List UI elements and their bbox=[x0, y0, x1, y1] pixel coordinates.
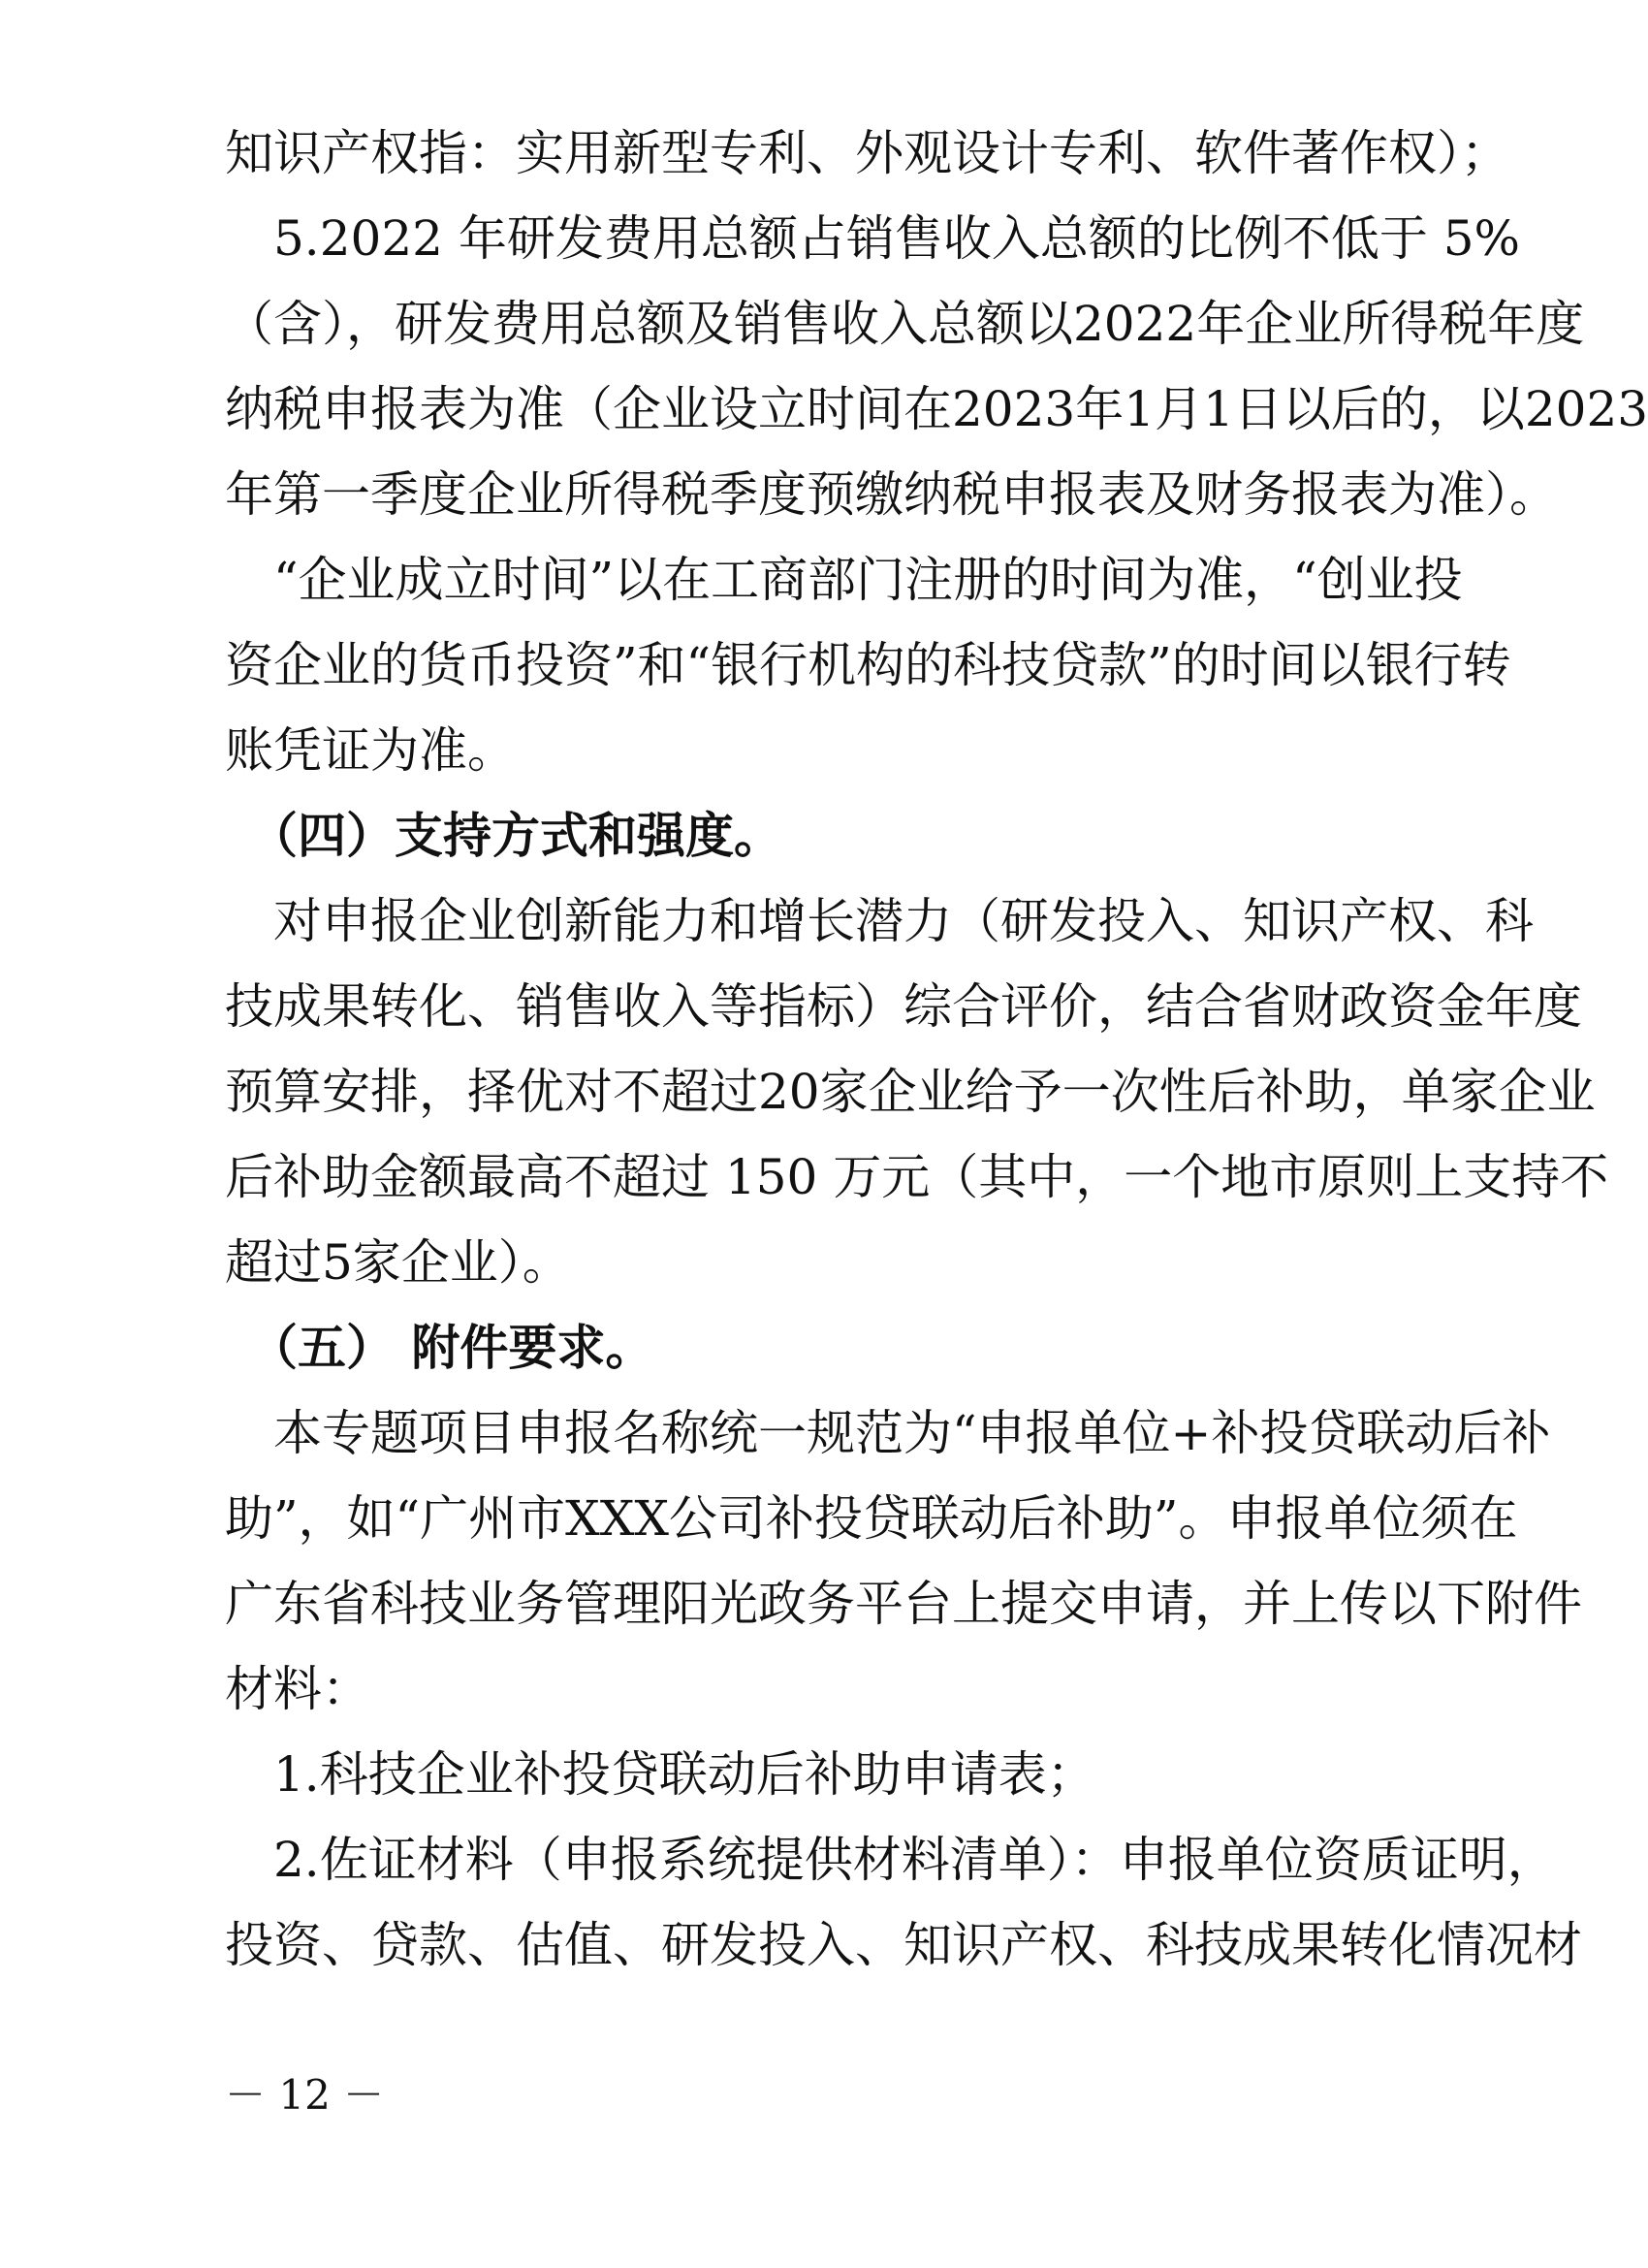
text-line: 超过5家企业）。 bbox=[225, 1234, 571, 1291]
text-line: 技成果转化、销售收入等指标）综合评价，结合省财政资金年度 bbox=[225, 978, 1582, 1035]
text-line: 后补助金额最高不超过 150 万元（其中，一个地市原则上支持不 bbox=[225, 1149, 1609, 1205]
text-line: 资企业的货币投资”和“银行机构的科技贷款”的时间以银行转 bbox=[225, 637, 1511, 693]
section-heading: （五） 附件要求。 bbox=[225, 1320, 654, 1376]
page-number: － 12 － bbox=[225, 2071, 385, 2119]
text-line: 对申报企业创新能力和增长潜力（研发投入、知识产权、科 bbox=[225, 893, 1534, 949]
text-line: 预算安排，择优对不超过20家企业给予一次性后补助，单家企业 bbox=[225, 1064, 1596, 1120]
text-line: 1.科技企业补投贷联动后补助申请表； bbox=[225, 1746, 1095, 1803]
text-line: 助”，如“广州市XXX公司补投贷联动后补助”。申报单位须在 bbox=[225, 1490, 1518, 1547]
text-line: 投资、贷款、估值、研发投入、知识产权、科技成果转化情况材 bbox=[225, 1917, 1582, 1973]
text-line: 2.佐证材料（申报系统提供材料清单）：申报单位资质证明， bbox=[225, 1832, 1556, 1888]
text-line: “企业成立时间”以在工商部门注册的时间为准，“创业投 bbox=[225, 552, 1463, 608]
text-line: 5.2022 年研发费用总额占销售收入总额的比例不低于 5% bbox=[225, 210, 1521, 267]
text-line: 年第一季度企业所得税季度预缴纳税申报表及财务报表为准）。 bbox=[225, 466, 1558, 523]
text-line: 纳税申报表为准（企业设立时间在2023年1月1日以后的，以2023 bbox=[225, 381, 1648, 437]
text-line: 本专题项目申报名称统一规范为“申报单位+补投贷联动后补 bbox=[225, 1405, 1551, 1461]
text-line: 账凭证为准。 bbox=[225, 722, 516, 779]
text-line: 材料： bbox=[225, 1661, 370, 1717]
section-heading: （四）支持方式和强度。 bbox=[225, 808, 782, 864]
text-line: 知识产权指：实用新型专利、外观设计专利、软件著作权）； bbox=[225, 125, 1509, 181]
text-line: 广东省科技业务管理阳光政务平台上提交申请，并上传以下附件 bbox=[225, 1576, 1582, 1632]
text-line: （含），研发费用总额及销售收入总额以2022年企业所得税年度 bbox=[225, 296, 1585, 352]
